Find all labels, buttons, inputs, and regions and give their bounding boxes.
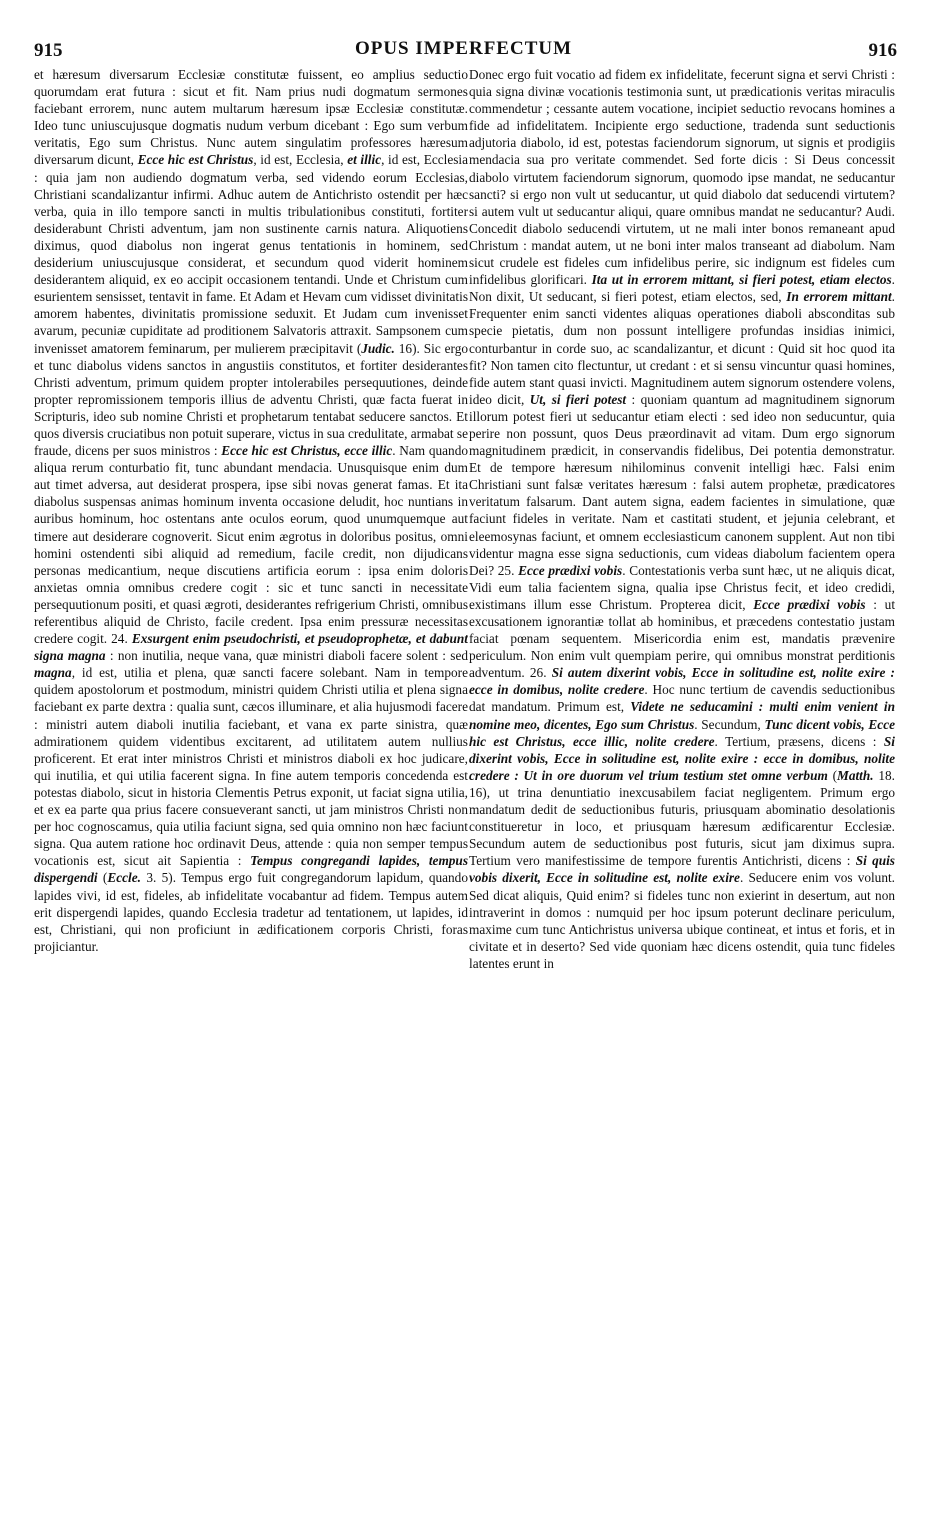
text-run: . Seducere enim vos volunt. Sed dicat aliquis, Quid enim? si fideles tunc non exierint in desertum, aut non intraverint in domos : numquid per hoc ipsum poterunt declinare periculum, maxime cum tunc Antichristus universa ubique contineat, et intus et foris, et in civitate et in deserto? Sed vide quoniam hæc dicens ostendit, quia tunc fideles latentes erunt in: [469, 870, 895, 971]
scripture-quote: Matth.: [837, 767, 874, 783]
text-run: . Nam quando aliqua rerum conturbatio fit, tunc abundant mendacia. Unusquisque enim dum aut timet adversa, aut desiderat prospera, ipse sibi novas generat famas. Et ita diabolus suspensas animas hominum inventa occasione deludit, hoc nuntians in auribus hominum, hoc ostentans ante oculos eorum, quod unumquemque aut timere aut desiderare cognoverit. Sicut enim ægrotus in doloribus positus, omni homini ostendenti sibi aliquid ad remedium, facile credit, non dijudicans personas medicantium, neque discutiens artificia eorum : ipsa enim doloris anxietas omnia omnibus credere cogit : sic et tunc sancti in necessitate persequutionum positi, et quasi ægroti, desiderantes refrigerium Christi, omnibus referentibus aliquid de Christo, facile credent. Ipsa enim pressuræ necessitas credere cogit. 24.: [34, 443, 468, 647]
scripture-quote: Judic.: [361, 340, 395, 356]
page-number-left: 915: [34, 40, 63, 61]
text-run: et hæresum diversarum Ecclesiæ constitutæ fuissent, eo amplius seductio quorumdam erat futura : sicut et fit. Nam prius nudi dogmatum sermones faciebant errorem, nunc autem multarum hæresum ipsæ Ecclesiæ constitutæ. Ideo tunc uniuscujusque dogmatis nudum verbum dicebant : Ego sum verbum veritatis, Ego sum Christus. Nunc autem singulatim professores hæresum diversarum dicunt,: [34, 67, 468, 168]
text-run: : ut excusationem ignorantiæ tollat ab hominibus, et præcedens contestatio justam faciat pœnam sequentem. Misericordia enim est, mandatis prævenire periculum. Non enim vult quempiam perire, qui omnibus monstrat perditionis adventum. 26.: [469, 596, 895, 681]
scripture-quote: Eccle.: [107, 870, 141, 886]
scripture-quote: Exsurgent enim pseudochristi, et pseudoprophetæ, et dabunt signa magna: [34, 631, 468, 664]
text-run: 3. 5). Tempus ergo fuit congregandorum lapidum, quando lapides vivi, id est, fideles, ab infidelitate vocabantur ad fidem. Tempus autem erit dispergendi lapides, quando Ecclesia tradetur ad tentationem, ut lapides, id est, Christiani, qui non proficiunt in ædificationem corporis Christi, foras projiciantur.: [34, 870, 468, 954]
text-run: . Secundum,: [694, 716, 765, 732]
text-run: . Frequenter enim sancti videntes aliquas operationes diaboli absconditas sub specie pietatis, dum non possunt intelligere profundas insidias inimici, conturbantur in corde suo, ac scandalizantur, et dicunt : Quid sit hoc quod ita fit? Non tamen cito flectuntur, ut credant : et si sensu vincuntur quasi homines, fide autem stant quasi invicti. Magnitudinem autem signorum ostendere volens, ideo dicit,: [469, 289, 895, 407]
page-header: [0, 36, 927, 68]
scripture-quote: Ecce prædixi vobis: [518, 562, 623, 578]
scripture-quote: Ecce prædixi vobis: [753, 596, 866, 612]
text-run: : non inutilia, neque vana, quæ ministri diaboli facere solent : sed: [105, 648, 468, 664]
scripture-quote: In errorem mittant: [786, 289, 892, 305]
text-run: (: [97, 870, 108, 886]
right-column-text: [469, 66, 895, 972]
text-run: , id est, Ecclesia : quia jam non audiendo dogmatum verba, sed videndo eorum Ecclesias, Christiani scandalizantur infirmi. Adhuc autem de Antichristo ostendit per hæc verba, quia in illo tempore sancti in multis tribulationibus constituti, fortiter desiderabunt Christi adventum, jam non sustinente carnis natura. Aliquotiens diximus, quod diabolus non ingerat genus tentationis in hominem, sed desiderium uniuscujusque considerat, et secundum quod viderit hominem desiderantem aliquid, ex eo accipit occasionem tentandi. Unde et Christum cum esurientem sensisset, tentavit in fame. Et Adam et Hevam cum vidisset divinitatis amorem habentes, divinitatis promissione seduxit. Et Judam cum invenisset avarum, pecuniæ cupiditate ad proditionem Salvatoris attraxit. Sampsonem cum invenisset amatorem feminarum, per mulierem præcipitavit (: [34, 152, 468, 356]
text-run: 16). Sic ergo et tunc diabolus videns sanctos in angustiis constitutos, et fortiter desiderantes Christi adventum, primum quidem propter intolerabiles persequutiones, deinde propter repromissionem temporis illius de adventu Christi, quæ facta fuerat in Scripturis, ideo sub nomine Christi et prophetarum tentabat seducere sanctos. Et quos diversis cruciatibus non potuit superare, victus in sua credulitate, armabat se fraude, dicens per suos ministros :: [34, 340, 468, 459]
text-run: . Non dixit, Ut seducant, si fieri potest, etiam electos, sed,: [469, 272, 895, 305]
text-run: . Contestationis verba sunt hæc, ut ne aliquis dicat, Vidi eum talia facientem signa, qualia ipse Christus fecit, et ideo credidi, existimans illum esse Christum. Propterea dicit,: [469, 562, 895, 612]
running-title: OPUS IMPERFECTUM: [354, 38, 573, 59]
scripture-quote: Ut, si fieri potest: [529, 391, 627, 407]
text-run: . Tertium, præsens, dicens :: [714, 733, 884, 749]
text-run: 18. 16), ut trina denuntiatio inexcusabilem faciat negligentem. Primum ergo mandatum dedit de seductionibus futuris, priusquam abominatio desolationis constitueretur in loco, et priusquam hæresum ædificarentur Ecclesiæ. Secundum autem de seductionibus post futuris, sicut jam diximus supra. Tertium vero manifestissime de tempore furentis Antichristi, dicens :: [469, 767, 895, 869]
scripture-quote: Si quis vobis dixerit, Ecce in solitudine est, nolite exire: [469, 853, 895, 886]
scripture-quote: Tempus congregandi lapides, tempus dispergendi: [34, 853, 468, 886]
text-run: . Hoc nunc tertium de cavendis seductionibus dat mandatum. Primum est,: [469, 682, 895, 715]
left-column: [34, 66, 468, 1516]
text-run: Donec ergo fuit vocatio ad fidem ex infidelitate, fecerunt signa et servi Christi : quia signa divinæ vocationis testimonia sunt, ut prædicationis veritas miraculis commendetur ; cessante autem vocatione, incipiet seductio revocans homines a fide ad infidelitatem. Incipiente ergo seductione, tradenda sunt seductionis adjutoria diabolo, id est, potestas faciendorum signorum, ut signis et prodigiis mendacia sua pro veritate commendet. Sed forte dicis : Si Deus concessit diabolo virtutem faciendorum signorum, quomodo ipse mandat, ne seducantur sancti? si ergo non vult ut seducantur, ut quid diabolo dat seducendi virtutem? si autem vult ut seducantur aliqui, quare omnibus mandat ne seducantur? Audi. Concedit diabolo seducendi virtutem, ut ne mali inter bonos remaneant apud Christum : mandat autem, ut ne boni inter malos transeant ad diabolum. Nam sicut crudele est fideles cum infidelibus perire, sic indignum est fideles cum infidelibus glorificari.: [469, 67, 895, 288]
left-column-text: [34, 66, 468, 955]
scripture-quote: magna: [34, 665, 72, 681]
scripture-quote: Videte ne seducamini : multi enim venient in nomine meo, dicentes, Ego sum Christus: [469, 699, 895, 732]
scripture-quote: et illic: [347, 152, 382, 168]
scripture-quote: Tunc dicent vobis, Ecce hic est Christus, ecce illic, nolite credere: [469, 716, 895, 749]
scripture-quote: Ecce hic est Christus, ecce illic: [221, 443, 393, 459]
text-run: : quoniam quantum ad magnitudinem signorum illorum potest fieri ut seducantur etiam electi : sed ideo non seducuntur, quia perire non possunt, quos Deus præordinavit ad vitam. Dum ergo signorum magnitudinem prædicit, in conservandis fidelibus, Dei potentia demonstratur. Et de tempore hæresum nihilominus convenit intelligi hæc. Falsi enim Christiani sunt falsæ veritates hæresum : falsi autem prophetæ, prædicatores veritatum falsarum. Dant autem signa, eadem facientes in simulatione, quæ faciunt fideles in veritate. Nam et castitati student, et jejunia celebrant, et eleemosynas faciunt, et omnem ecclesiasticum canonem supplent. Aut non tibi videntur magna esse signa seductionis, cum videas diabolum facientem opera Dei? 25.: [469, 391, 895, 578]
scripture-quote: Ecce hic est Christus: [137, 152, 254, 168]
text-run: , id est, Ecclesia,: [253, 152, 348, 168]
scripture-quote: Ita ut in errorem mittant, si fieri potest, etiam electos: [591, 272, 892, 288]
text-run: (: [827, 767, 838, 783]
page-number-right: 916: [868, 40, 897, 61]
scripture-quote: Si dixerint vobis, Ecce in solitudine est, nolite exire : ecce in domibus, nolite credere : Ut in ore duorum vel trium testium stet omne verbum: [469, 733, 895, 783]
text-run: , id est, utilia et plena, quæ sancti facere solebant. Nam in tempore quidem apostolorum et postmodum, ministri quidem Christi utilia et plena signa faciebant ex parte dextra : qualia sunt, cæcos illuminare, et alia hujusmodi facere : ministri autem diaboli inutilia faciebant, et vana ex parte sinistra, quæ admirationem quidem videntibus excitarent, ad utilitatem autem nullius proficerent. Et erat inter ministros Christi et ministros diaboli ex hoc judicare, qui inutilia, et qui utilia facerent signa. In fine autem temporis concedenda est potestas diabolo, sicut in historia Clementis Petrus exponit, ut faciat signa utilia, et ex ea parte qua prius facere consueverant sancti, ut jam ministros Christi non per hoc cognoscamus, quia utilia faciunt signa, sed quia omnino non hæc faciunt signa. Qua autem ratione hoc ordinavit Deus, attende : quia non semper tempus vocationis est, sicut ait Sapientia :: [34, 665, 468, 869]
scripture-quote: Si autem dixerint vobis, Ecce in solitudine est, nolite exire : ecce in domibus, nolite credere: [469, 665, 895, 698]
right-column: [469, 66, 895, 1516]
